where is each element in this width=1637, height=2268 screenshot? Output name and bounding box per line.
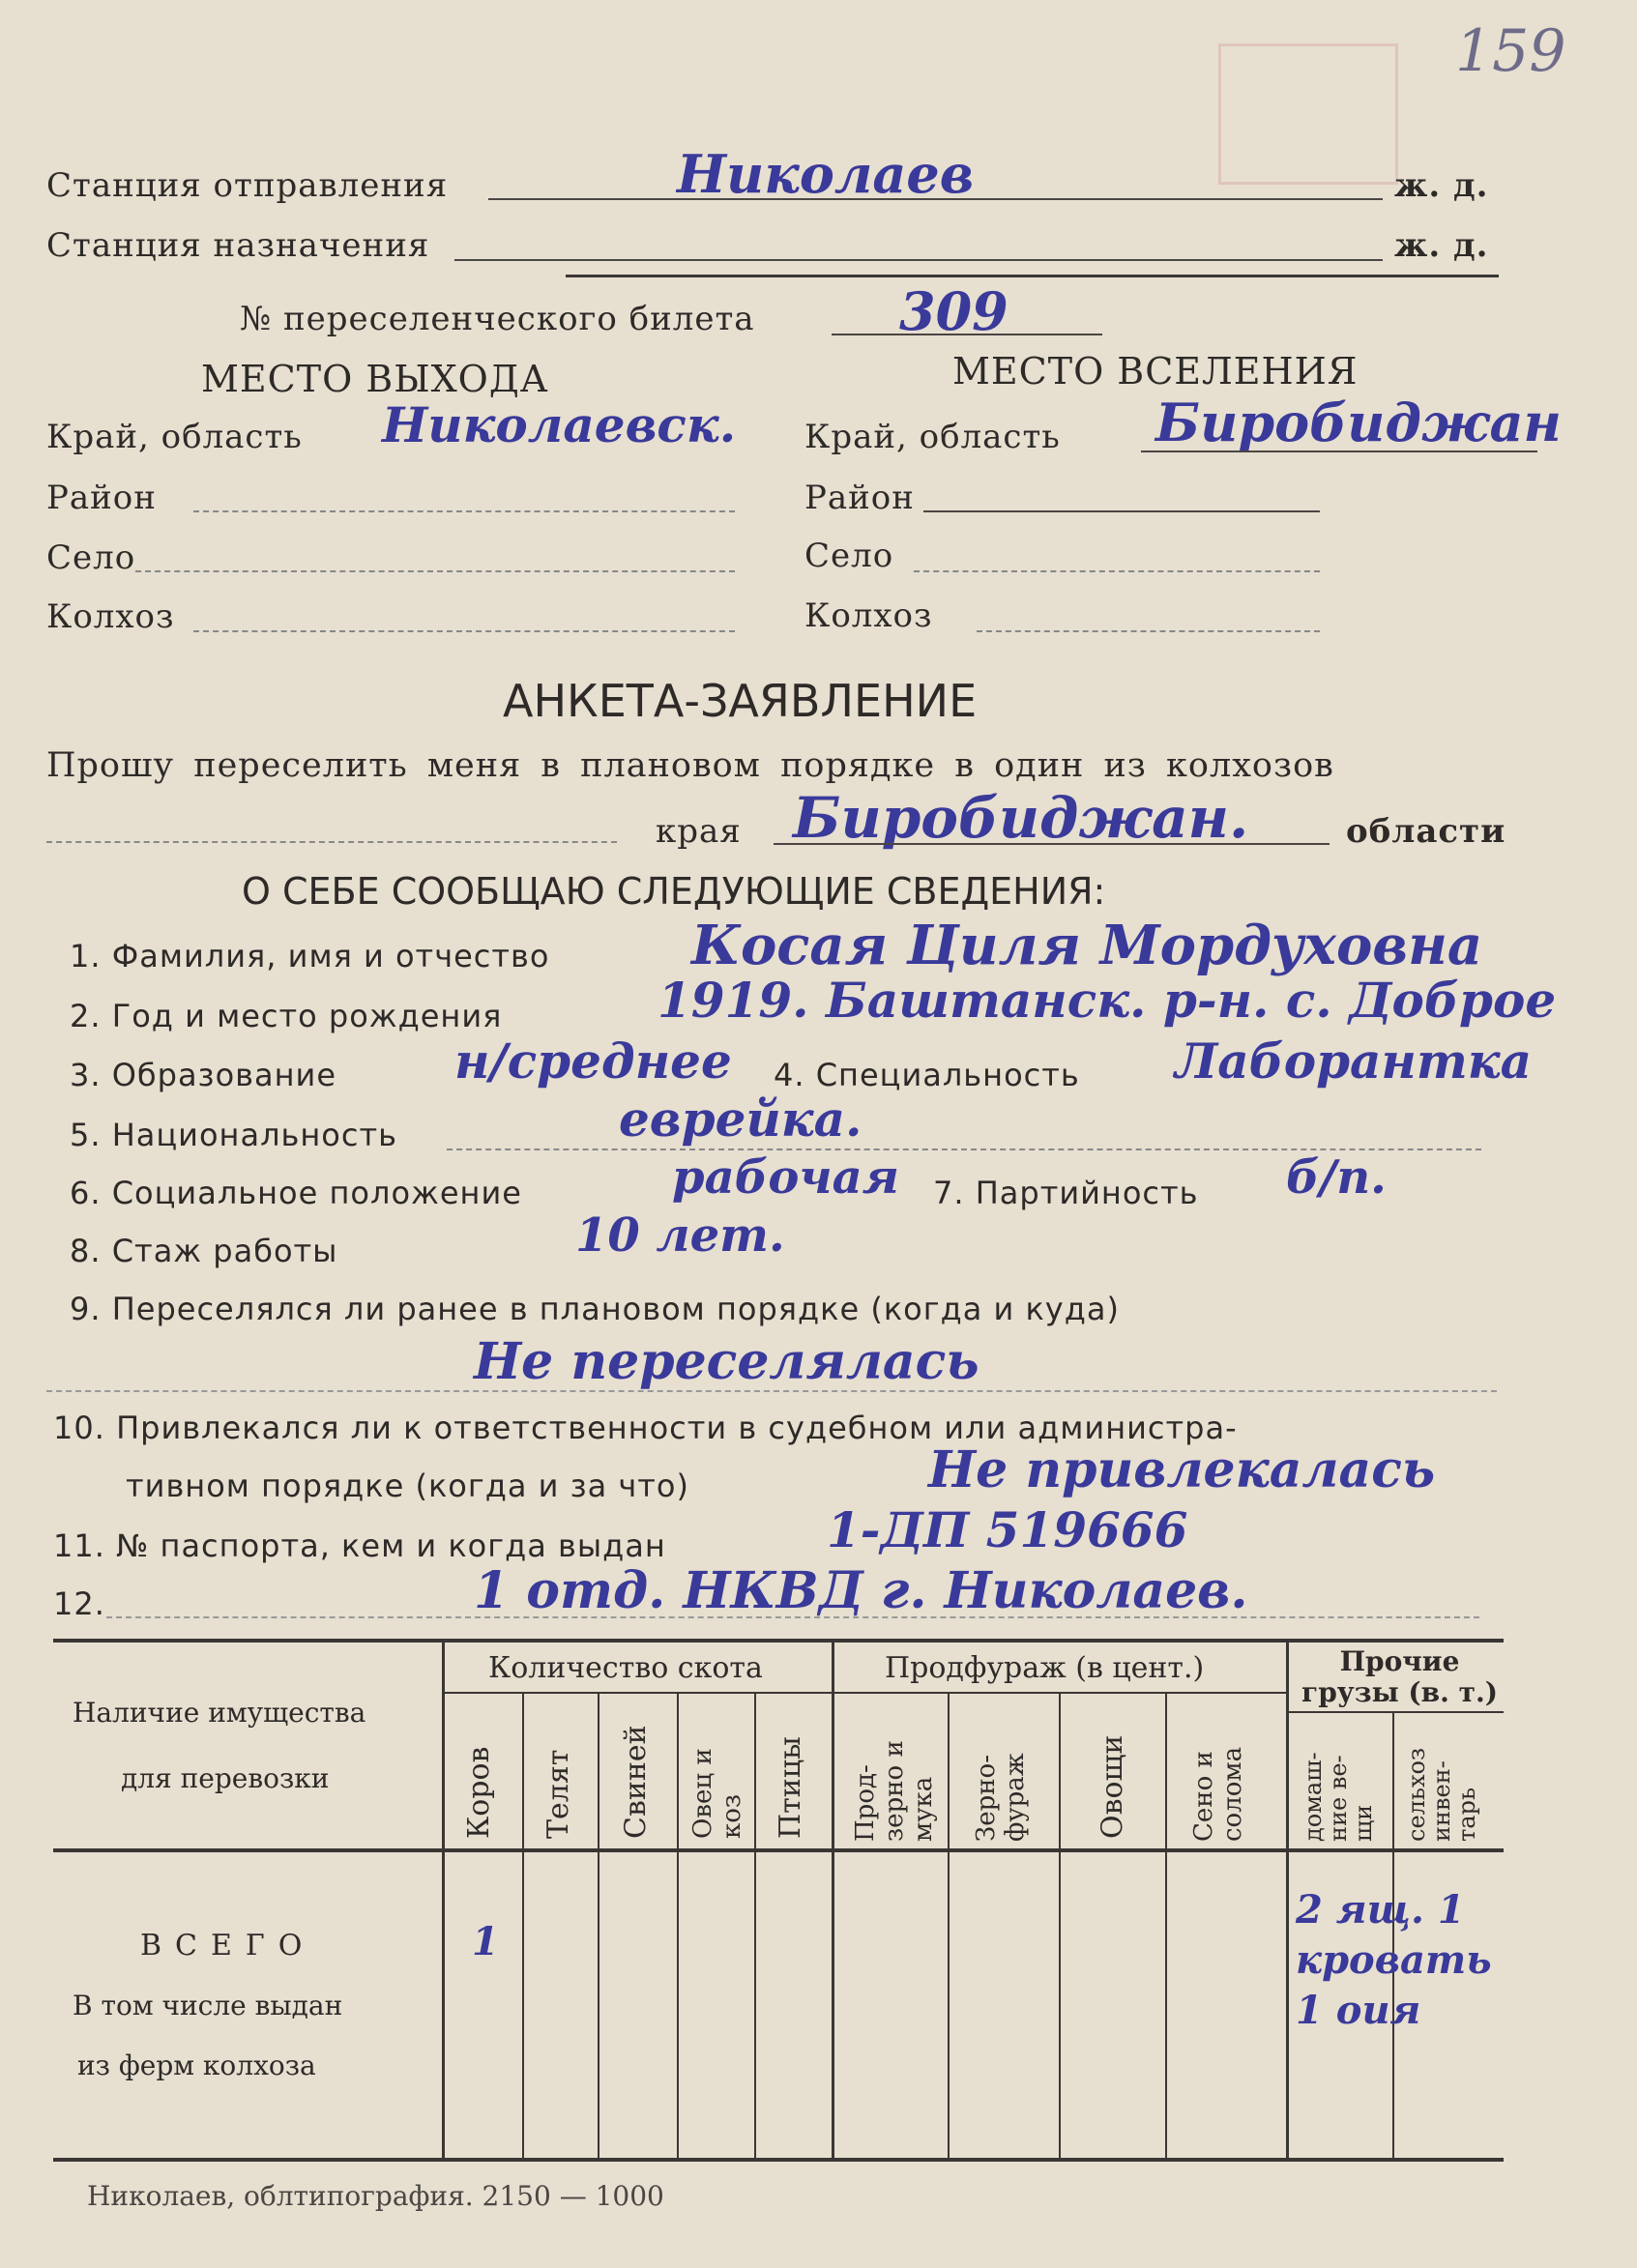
origin-kolkhoz-line: [193, 630, 735, 632]
other-header: Прочие грузы (в. т.): [1301, 1645, 1498, 1708]
kray-value: Биробиджан.: [793, 785, 1249, 851]
oblast-label: области: [1346, 812, 1506, 851]
field-12-label: 12.: [53, 1585, 105, 1622]
form-title: АНКЕТА-ЗАЯВЛЕНИЕ: [503, 675, 978, 727]
rail-suffix-1: ж. д.: [1394, 166, 1489, 205]
col-divider: [598, 1694, 599, 2158]
livestock-header: Количество скота: [488, 1651, 763, 1685]
col-hay-straw: Сено и солома: [1189, 1746, 1247, 1842]
col-vegetables: Овощи: [1096, 1734, 1129, 1839]
household-value: 2 ящ. 1 кровать 1 оия: [1296, 1887, 1492, 2033]
field-9-line: [46, 1390, 1497, 1392]
origin-district-line: [193, 510, 735, 512]
total-label: ВСЕГО: [140, 1929, 316, 1963]
destination-kolkhoz-label: Колхоз: [804, 596, 933, 635]
col-cows: Коров: [462, 1746, 496, 1839]
destination-region-value: Биробиджан: [1155, 392, 1562, 453]
col-pigs: Свиней: [619, 1725, 653, 1839]
destination-line: [454, 259, 1383, 261]
printer-imprint: Николаев, облтипография. 2150 — 1000: [87, 2180, 664, 2212]
col-divider: [442, 1641, 445, 2160]
field-9-value: Не переселялась: [474, 1332, 979, 1391]
col-farm-tools: сельхоз инвен-тарь: [1403, 1747, 1480, 1842]
kray-prefix-line: [46, 841, 617, 843]
destination-district-label: Район: [804, 479, 915, 517]
departure-value: Николаев: [677, 143, 975, 205]
field-8-label: 8. Стаж работы: [70, 1233, 338, 1269]
col-divider: [948, 1694, 950, 2158]
field-5-label: 5. Национальность: [70, 1117, 397, 1153]
info-heading: О СЕБЕ СООБЩАЮ СЛЕДУЮЩИЕ СВЕДЕНИЯ:: [242, 870, 1106, 913]
origin-district-label: Район: [46, 479, 157, 517]
col-grain-flour: Прод-зерно и мука: [851, 1740, 938, 1842]
field-10-label-line-2: тивном порядке (когда и за что): [126, 1468, 689, 1504]
field-7-label: 7. Партийность: [933, 1175, 1199, 1211]
destination-village-label: Село: [804, 537, 894, 575]
destination-title: МЕСТО ВСЕЛЕНИЯ: [952, 350, 1359, 393]
origin-village-label: Село: [46, 538, 136, 577]
kray-label: края: [656, 812, 742, 851]
col-divider: [677, 1694, 679, 2158]
issued-label-2: из ферм колхоза: [77, 2050, 316, 2081]
field-3-value: н/среднее: [454, 1032, 732, 1090]
property-label-1: Наличие имущества: [73, 1697, 366, 1729]
field-10-value: Не привлекалась: [928, 1440, 1436, 1499]
cow-value: 1: [472, 1919, 499, 1964]
col-divider: [1059, 1694, 1061, 2158]
field-4-label: 4. Специальность: [774, 1057, 1080, 1093]
field-11-value: 1-ДП 519666: [827, 1501, 1188, 1558]
field-1-label: 1. Фамилия, имя и отчество: [70, 938, 550, 974]
destination-region-line: [1141, 451, 1537, 452]
col-divider: [832, 1641, 834, 2160]
field-9-label: 9. Переселялся ли ранее в плановом порядке (когда и куда): [70, 1291, 1120, 1327]
destination-region-label: Край, область: [804, 418, 1061, 456]
col-divider: [522, 1694, 524, 2158]
col-divider: [1165, 1694, 1167, 2158]
col-household: домаш-ние ве-щи: [1300, 1752, 1377, 1842]
field-5-value: еврейка.: [619, 1090, 862, 1148]
rail-suffix-2: ж. д.: [1394, 226, 1489, 265]
issued-label-1: В том числе выдан: [73, 1990, 343, 2021]
origin-kolkhoz-label: Колхоз: [46, 597, 175, 636]
field-8-value: 10 лет.: [575, 1208, 785, 1263]
origin-title: МЕСТО ВЫХОДА: [201, 358, 549, 400]
col-poultry: Птицы: [774, 1736, 807, 1839]
col-calves: Телят: [541, 1749, 575, 1839]
destination-kolkhoz-line: [977, 630, 1320, 632]
field-7-value: б/п.: [1286, 1150, 1387, 1205]
table-group-rule: [445, 1692, 1286, 1694]
field-4-value: Лаборантка: [1175, 1032, 1533, 1090]
destination-district-line: [923, 510, 1320, 512]
col-divider: [1286, 1641, 1289, 2160]
table-other-rule: [1286, 1711, 1504, 1713]
departure-label: Станция отправления: [46, 166, 449, 205]
field-2-label: 2. Год и место рождения: [70, 998, 503, 1034]
field-12-value: 1 отд. НКВД г. Николаев.: [474, 1561, 1248, 1620]
origin-region-value: Николаевск.: [382, 396, 737, 453]
col-sheep-goats: Овец и коз: [688, 1748, 746, 1839]
ticket-label: № переселенческого билета: [240, 300, 755, 338]
field-6-value: рабочая: [672, 1150, 899, 1205]
faint-stamp: [1218, 44, 1398, 185]
field-3-label: 3. Образование: [70, 1057, 337, 1093]
fodder-header: Продфураж (в цент.): [885, 1651, 1205, 1685]
origin-region-label: Край, область: [46, 418, 303, 456]
field-6-label: 6. Социальное положение: [70, 1175, 522, 1211]
archive-page-number: 159: [1455, 17, 1566, 85]
header-rule: [566, 275, 1499, 277]
ticket-value: 309: [899, 280, 1009, 342]
origin-village-line: [135, 570, 735, 572]
request-text: Прошу переселить меня в плановом порядке в один из колхозов: [46, 746, 1334, 785]
col-divider: [754, 1694, 756, 2158]
field-10-label-line-1: 10. Привлекался ли к ответственности в судебном или администра-: [53, 1410, 1238, 1446]
col-grain-fodder: Зерно-фураж: [972, 1753, 1030, 1842]
property-label-2: для перевозки: [121, 1762, 330, 1794]
kray-line: [774, 843, 1330, 845]
field-1-value: Косая Циля Мордуховна: [691, 914, 1483, 977]
field-2-value: 1919. Баштанск. р-н. с. Доброе: [658, 972, 1557, 1029]
field-11-label: 11. № паспорта, кем и когда выдан: [53, 1527, 666, 1564]
destination-village-line: [914, 570, 1320, 572]
destination-station-label: Станция назначения: [46, 226, 430, 265]
